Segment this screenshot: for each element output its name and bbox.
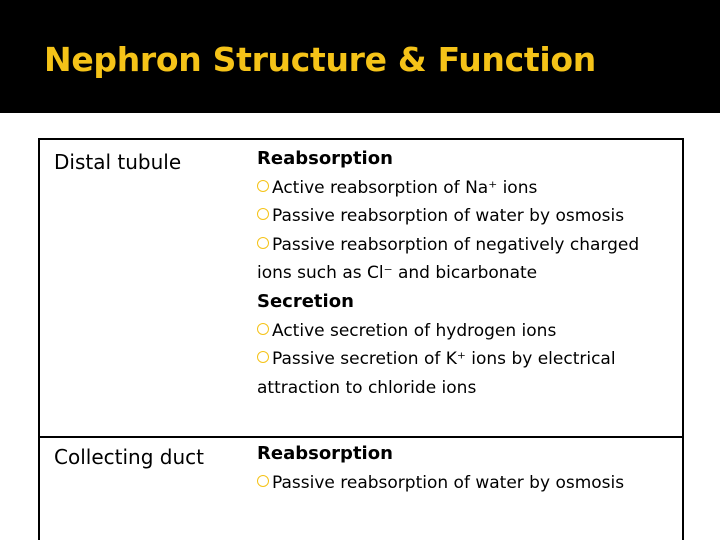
list-item-text: Passive reabsorption of water by osmosis bbox=[272, 206, 625, 227]
row-label-collecting-duct: Collecting duct bbox=[54, 445, 204, 469]
hollow-circle-bullet-icon bbox=[257, 351, 269, 363]
list-item bbox=[257, 202, 677, 231]
section-heading-reabsorption: Reabsorption bbox=[257, 443, 393, 464]
list-item-text: Passive reabsorption of water by osmosis bbox=[272, 472, 625, 493]
hollow-circle-bullet-icon bbox=[257, 208, 269, 220]
row-content-collecting-duct bbox=[257, 440, 677, 497]
section-heading-reabsorption: Reabsorption bbox=[257, 148, 393, 169]
row-label-distal-tubule: Distal tubule bbox=[54, 150, 182, 174]
hollow-circle-bullet-icon bbox=[257, 475, 269, 487]
list-item bbox=[257, 317, 677, 346]
list-item bbox=[257, 469, 677, 498]
list-item bbox=[257, 231, 677, 288]
list-item-text: Active reabsorption of Na⁺ ions bbox=[272, 177, 538, 198]
section-heading-secretion: Secretion bbox=[257, 290, 354, 312]
hollow-circle-bullet-icon bbox=[257, 323, 269, 335]
row-divider bbox=[40, 436, 682, 438]
list-item bbox=[257, 345, 677, 402]
list-item-text: Passive secretion of K⁺ ions by electrical attraction to chloride ions bbox=[257, 349, 621, 398]
hollow-circle-bullet-icon bbox=[257, 237, 269, 249]
function-table bbox=[38, 138, 684, 540]
hollow-circle-bullet-icon bbox=[257, 180, 269, 192]
slide-title: Nephron Structure & Function bbox=[44, 40, 596, 79]
list-item-text: Active secretion of hydrogen ions bbox=[272, 320, 557, 341]
list-item-text: Passive reabsorption of negatively charged ions such as Cl⁻ and bicarbonate bbox=[257, 234, 645, 284]
list-item bbox=[257, 174, 677, 203]
row-content-distal-tubule bbox=[257, 145, 677, 402]
